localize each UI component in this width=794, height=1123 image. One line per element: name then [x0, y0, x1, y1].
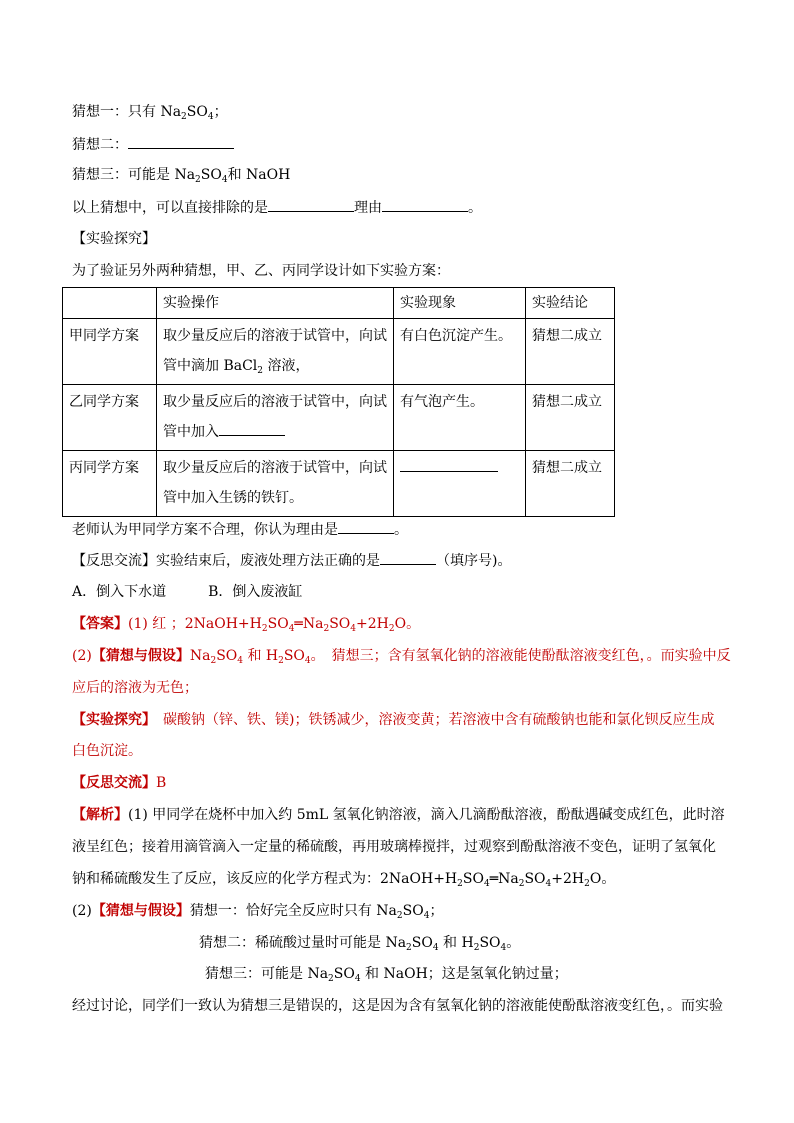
header-cell: 实验操作	[157, 288, 394, 319]
table-row	[63, 385, 615, 451]
hypothesis-3: 猜想三：可能是 $Na_2SO_4$和 NaOH	[72, 167, 291, 185]
table-header-row	[63, 288, 615, 319]
answer-blank[interactable]	[219, 421, 285, 436]
exclusion-question: 以上猜想中，可以直接排除的是 理由 。	[72, 197, 482, 218]
answer-blank[interactable]	[400, 457, 498, 472]
plan-phenomenon: 有气泡产生。	[394, 385, 526, 451]
plan-phenomenon: 有白色沉淀产生。	[394, 319, 526, 385]
plan-name: 甲同学方案	[63, 319, 157, 385]
table-row	[63, 319, 615, 385]
section-heading-experiment: 【实验探究】	[72, 231, 156, 247]
plan-operation: 取少量反应后的溶液于试管中，向试 管中加入	[157, 385, 394, 451]
reflection-question: 【反思交流】实验结束后，废液处理方法正确的是 （填序号)。	[72, 550, 511, 571]
plan-phenomenon	[394, 451, 526, 517]
plan-operation: 取少量反应后的溶液于试管中，向试 管中加入生锈的铁钉。	[157, 451, 394, 517]
experiment-table	[62, 287, 615, 517]
analysis-2: 液呈红色；接着用滴管滴入一定量的稀硫酸，再用玻璃棒搅拌，过观察到酚酞溶液不变色，证明了氢氧化	[72, 839, 716, 855]
answer-2-cont: 应后的溶液为无色；	[72, 680, 198, 696]
options: A．倒入下水道 B．倒入废液缸	[72, 584, 303, 600]
teacher-question: 老师认为甲同学方案不合理，你认为理由是 。	[72, 519, 408, 540]
header-cell	[63, 288, 157, 319]
header-cell: 实验现象	[394, 288, 526, 319]
plan-conclusion: 猜想二成立	[526, 451, 615, 517]
answer-blank[interactable]	[268, 197, 354, 212]
answer-experiment-cont: 白色沉淀。	[72, 743, 142, 759]
analysis-1: 【解析】(1) 甲同学在烧杯中加入约 5mL 氢氧化钠溶液，滴入几滴酚酞溶液，酚酞遇碱变成红色，此时溶	[72, 807, 725, 823]
answer-blank[interactable]	[128, 134, 234, 149]
answer-2: (2)【猜想与假设】$Na_2SO_4$ 和 $H_2SO_4$。 猜想三；含有氢氧化钠的溶液能使酚酞溶液变红色，。而实验中反	[72, 648, 731, 666]
answer-blank[interactable]	[382, 197, 468, 212]
analysis-3: 钠和稀硫酸发生了反应，该反应的化学方程式为：$2NaOH+H_2SO_4═Na_2SO_4+2H_2O$。	[72, 871, 616, 889]
answer-reflection: 【反思交流】B	[72, 775, 167, 791]
plan-name: 丙同学方案	[63, 451, 157, 517]
answer-blank[interactable]	[338, 519, 394, 534]
answer-1: 【答案】(1) 红 ；$2NaOH+H_2SO_4═Na_2SO_4+2H_2O$。	[72, 616, 421, 634]
analysis-hypothesis-2: 猜想二：稀硫酸过量时可能是 $Na_2SO_4$ 和 $H_2SO_4$。	[199, 935, 521, 953]
plan-operation: 取少量反应后的溶液于试管中，向试 管中滴加 BaCl$_2$ 溶液，	[157, 319, 394, 385]
table-row	[63, 451, 615, 517]
plan-name: 乙同学方案	[63, 385, 157, 451]
analysis-hypothesis-1: (2)【猜想与假设】猜想一：恰好完全反应时只有 $Na_2SO_4$；	[72, 903, 444, 921]
answer-blank[interactable]	[380, 550, 436, 565]
plan-conclusion: 猜想二成立	[526, 319, 615, 385]
header-cell: 实验结论	[526, 288, 615, 319]
analysis-hypothesis-3: 猜想三：可能是 $Na_2SO_4$ 和 NaOH；这是氢氧化钠过量；	[205, 966, 568, 984]
hypothesis-1: 猜想一：只有 $Na_2SO_4$；	[72, 104, 228, 122]
plan-conclusion: 猜想二成立	[526, 385, 615, 451]
table-intro: 为了验证另外两种猜想，甲、乙、丙同学设计如下实验方案：	[72, 263, 450, 279]
answer-experiment: 【实验探究】 碳酸钠（锌、铁、镁)；铁锈减少，溶液变黄；若溶液中含有硫酸钠也能和氯化钡反应生成	[72, 712, 715, 728]
hypothesis-2: 猜想二：	[72, 134, 234, 155]
analysis-conclusion: 经过讨论，同学们一致认为猜想三是错误的，这是因为含有氢氧化钠的溶液能使酚酞溶液变红色，。而实验	[72, 998, 723, 1014]
